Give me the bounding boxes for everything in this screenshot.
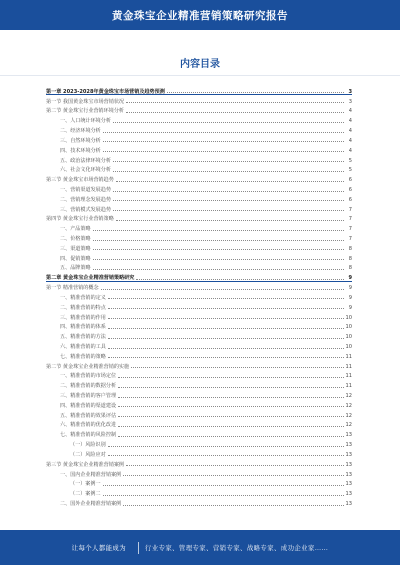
toc-entry-row[interactable] (46, 203, 352, 213)
toc-page-number: 5 (348, 167, 352, 174)
toc-entry-label: 三、精准营销的客户管理 (60, 393, 117, 399)
toc-leader-dots (103, 485, 344, 486)
toc-entry-row[interactable] (46, 438, 352, 448)
toc-entry-row[interactable] (46, 164, 352, 174)
toc-leader-dots (126, 112, 344, 113)
toc-leader-dots (101, 289, 344, 290)
toc-entry-label: 第四节 黄金珠宝行业营销策略 (46, 216, 114, 223)
toc-page-number: 4 (348, 128, 352, 135)
toc-leader-dots (118, 377, 343, 378)
toc-entry-row[interactable] (46, 301, 352, 311)
toc-page-number: 11 (345, 383, 352, 390)
toc-entry-row[interactable] (46, 468, 352, 478)
toc-page-number: 4 (348, 118, 352, 125)
toc-entry-row[interactable] (46, 350, 352, 360)
toc-entry-row[interactable] (46, 281, 352, 291)
toc-entry-row[interactable] (46, 134, 352, 144)
toc-divider (0, 75, 400, 76)
toc-page-number: 8 (348, 245, 352, 252)
table-of-contents (46, 85, 352, 507)
toc-page-number: 13 (345, 451, 352, 458)
footer-roles: 行业专家、管理专家、营销专家、战略专家、成功企业家…… (144, 544, 329, 552)
toc-entry-label: 第三节 黄金珠宝市场营销趋势 (46, 177, 114, 184)
toc-leader-dots (123, 475, 343, 476)
toc-entry-label: 三、精准营销的作用 (60, 314, 106, 321)
toc-page-number: 6 (348, 196, 352, 203)
report-footer (0, 530, 400, 565)
toc-entry-row[interactable] (46, 370, 352, 380)
toc-entry-row[interactable] (46, 154, 352, 164)
toc-leader-dots (93, 240, 344, 241)
toc-entry-row[interactable] (46, 193, 352, 203)
toc-entry-row[interactable] (46, 487, 352, 497)
toc-entry-row[interactable] (46, 114, 352, 124)
toc-entry-label: 二、精准营销的数据分析 (60, 383, 117, 390)
toc-entry-label: 一、产品策略 (60, 226, 91, 233)
toc-entry-label: 一、精准营销的定义 (60, 294, 106, 301)
toc-entry-row[interactable] (46, 360, 352, 370)
toc-leader-dots (118, 387, 343, 388)
toc-leader-dots (118, 416, 343, 417)
toc-entry-row[interactable] (46, 124, 352, 134)
report-header (0, 0, 400, 30)
toc-page-number: 12 (345, 412, 352, 419)
toc-entry-label: 一、精准营销的市场定位 (60, 373, 117, 380)
toc-page-number: 6 (348, 186, 352, 193)
toc-leader-dots (93, 259, 344, 260)
toc-leader-dots (93, 269, 344, 270)
toc-entry-label: （一）风险识别 (70, 442, 106, 449)
toc-entry-row[interactable] (46, 183, 352, 193)
toc-entry-label: （一）案例一 (70, 481, 101, 488)
toc-leader-dots (108, 348, 344, 349)
toc-page-number: 10 (345, 343, 352, 350)
toc-leader-dots (108, 357, 344, 358)
toc-entry-label: 六、精准营销的优化改进 (60, 422, 117, 429)
toc-leader-dots (118, 436, 343, 437)
toc-leader-dots (118, 426, 343, 427)
toc-leader-dots (108, 328, 344, 329)
toc-leader-dots (103, 132, 344, 133)
toc-page-number: 11 (345, 373, 352, 380)
toc-entry-label: 第一节 我国黄金珠宝市场营销状况 (46, 98, 125, 105)
toc-leader-dots (93, 230, 344, 231)
toc-page-number: 7 (348, 236, 352, 242)
chapter-underline (46, 281, 352, 282)
toc-page-number: 9 (348, 304, 352, 311)
toc-entry-label: 第一章 2023-2028年黄金珠宝市场营销及趋势预测 (46, 88, 165, 95)
toc-entry-label: 三、营销模式发展趋势 (60, 206, 111, 213)
toc-entry-label: 五、精准营销的效果评估 (60, 412, 117, 419)
toc-page-number: 13 (345, 471, 352, 478)
toc-page-number: 10 (345, 334, 352, 341)
toc-entry-label: 二、价格策略 (60, 236, 91, 242)
toc-entry-row[interactable] (46, 340, 352, 350)
toc-leader-dots (108, 298, 344, 299)
toc-page-number: 7 (348, 226, 352, 233)
toc-leader-dots (126, 102, 344, 103)
toc-entry-label: 一、人口统计环境分析 (60, 118, 111, 125)
toc-leader-dots (113, 171, 344, 172)
toc-entry-row[interactable] (46, 105, 352, 115)
toc-entry-row[interactable] (46, 311, 352, 321)
toc-entry-label: 五、品牌策略 (60, 265, 91, 272)
toc-page-number: 12 (345, 393, 352, 399)
toc-entry-row[interactable] (46, 428, 352, 438)
toc-leader-dots (113, 122, 344, 123)
toc-leader-dots (103, 495, 344, 496)
toc-leader-dots (136, 279, 344, 280)
toc-leader-dots (118, 406, 343, 407)
toc-entry-row[interactable] (46, 419, 352, 429)
footer-slogan: 让每个人都能成为 (71, 544, 126, 552)
toc-entry-label: 五、精准营销的方法 (60, 334, 106, 341)
toc-entry-row[interactable] (46, 379, 352, 389)
toc-page-number: 7 (348, 206, 352, 213)
toc-entry-label: 第一节 精准营销的概念 (46, 285, 99, 292)
toc-entry-label: 二、精准营销的特点 (60, 304, 106, 311)
toc-page-number: 12 (345, 422, 352, 429)
toc-entry-row[interactable] (46, 399, 352, 409)
toc-page-number: 9 (348, 294, 352, 301)
toc-entry-label: 七、精准营销的风险控制 (60, 432, 117, 439)
toc-entry-row[interactable] (46, 242, 352, 252)
toc-page-number: 4 (348, 137, 352, 144)
toc-leader-dots (116, 181, 344, 182)
toc-title: 内容目录 (180, 59, 220, 70)
toc-leader-dots (113, 210, 344, 211)
toc-page-number: 13 (345, 461, 352, 468)
toc-page-number: 7 (348, 216, 352, 223)
toc-leader-dots (118, 397, 343, 398)
toc-page-number: 8 (348, 255, 352, 262)
toc-entry-label: 第二章 黄金珠宝企业精准营销策略研究 (46, 275, 135, 282)
toc-entry-label: 四、精准营销的渠道建设 (60, 402, 117, 409)
toc-entry-row[interactable] (46, 458, 352, 468)
toc-page-number: 13 (345, 432, 352, 439)
toc-entry-row[interactable] (46, 262, 352, 272)
toc-leader-dots (126, 465, 343, 466)
toc-leader-dots (108, 318, 344, 319)
toc-page-number: 8 (348, 265, 352, 272)
toc-leader-dots (116, 220, 344, 221)
toc-entry-label: 二、国外企业精准营销案例 (60, 500, 122, 507)
toc-entry-label: 第二节 黄金珠宝行业营销环境分析 (46, 108, 125, 115)
toc-entry-label: 五、政治法律环境分析 (60, 157, 111, 164)
toc-entry-row[interactable] (46, 291, 352, 301)
toc-entry-row[interactable] (46, 389, 352, 399)
toc-entry-label: 第三节 黄金珠宝企业精准营销案例 (46, 461, 125, 468)
toc-leader-dots (113, 191, 344, 192)
toc-leader-dots (108, 338, 344, 339)
toc-entry-row[interactable] (46, 497, 352, 507)
toc-entry-label: 六、精准营销的工具 (60, 343, 106, 350)
toc-page-number: 11 (345, 363, 352, 370)
toc-entry-row[interactable] (46, 144, 352, 154)
toc-page-number: 6 (348, 177, 352, 184)
toc-entry-label: （二）案例二 (70, 491, 101, 498)
toc-leader-dots (131, 367, 343, 368)
toc-page-number: 13 (345, 442, 352, 449)
toc-entry-row[interactable] (46, 232, 352, 242)
toc-page-number: 10 (345, 314, 352, 321)
toc-entry-row[interactable] (46, 252, 352, 262)
toc-page-number: 3 (348, 88, 352, 95)
toc-leader-dots (103, 141, 344, 142)
toc-entry-label: 三、渠道策略 (60, 245, 91, 252)
toc-page-number: 13 (345, 500, 352, 507)
toc-page-number: 3 (348, 98, 352, 105)
toc-leader-dots (108, 446, 344, 447)
toc-entry-row[interactable] (46, 222, 352, 232)
toc-page-number: 13 (345, 491, 352, 498)
toc-entry-row[interactable] (46, 478, 352, 488)
toc-entry-row[interactable] (46, 213, 352, 223)
chapter-underline (46, 94, 352, 95)
toc-page-number: 12 (345, 402, 352, 409)
toc-leader-dots (113, 161, 344, 162)
toc-entry-row[interactable] (46, 321, 352, 331)
toc-entry-row[interactable] (46, 95, 352, 105)
toc-entry-label: 二、营销理念发展趋势 (60, 196, 111, 203)
toc-entry-label: 四、精准营销的体系 (60, 324, 106, 331)
toc-entry-label: 一、国内企业精准营销案例 (60, 471, 122, 478)
toc-leader-dots (93, 249, 344, 250)
toc-leader-dots (108, 308, 344, 309)
toc-entry-label: 四、促销策略 (60, 255, 91, 262)
toc-entry-row[interactable] (46, 409, 352, 419)
toc-entry-label: 六、社会文化环境分析 (60, 167, 111, 174)
toc-page-number: 9 (348, 285, 352, 292)
toc-entry-label: 四、技术环境分析 (60, 147, 101, 154)
toc-chapter-row[interactable] (46, 271, 352, 281)
report-title: 黄金珠宝企业精准营销策略研究报告 (112, 9, 288, 22)
toc-page-number: 4 (348, 108, 352, 115)
toc-page-number: 11 (345, 353, 352, 360)
toc-entry-label: 二、经济环境分析 (60, 128, 101, 135)
toc-page-number: 4 (348, 147, 352, 154)
toc-leader-dots (113, 200, 344, 201)
toc-entry-label: 第二节 黄金珠宝企业精准营销的实施 (46, 363, 130, 370)
toc-entry-label: 七、精准营销的策略 (60, 353, 106, 360)
toc-entry-row[interactable] (46, 173, 352, 183)
toc-page-number: 13 (345, 481, 352, 488)
toc-entry-row[interactable] (46, 330, 352, 340)
toc-leader-dots (167, 92, 344, 93)
footer-separator (138, 542, 139, 554)
toc-entry-label: （二）风险应对 (70, 451, 106, 458)
toc-leader-dots (123, 505, 343, 506)
toc-entry-row[interactable] (46, 448, 352, 458)
toc-leader-dots (103, 151, 344, 152)
toc-entry-label: 三、自然环境分析 (60, 137, 101, 144)
toc-page-number: 9 (348, 275, 352, 282)
toc-entry-label: 一、营销渠道发展趋势 (60, 186, 111, 193)
toc-page-number: 5 (348, 157, 352, 164)
toc-leader-dots (108, 455, 344, 456)
toc-page-number: 10 (345, 324, 352, 331)
